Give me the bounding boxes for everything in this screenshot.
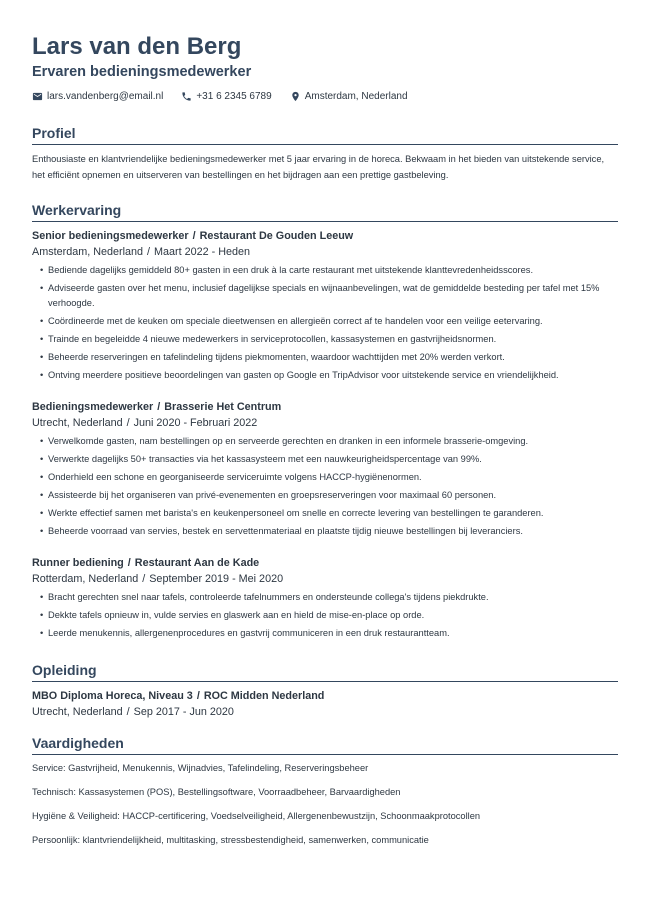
profile-heading: Profiel xyxy=(32,124,618,145)
education-period: Sep 2017 - Jun 2020 xyxy=(133,706,234,718)
job-role: Senior bedieningsmedewerker xyxy=(32,230,189,242)
job-location: Amsterdam, Nederland xyxy=(32,246,144,258)
job-bullet: • Ontving meerdere positieve beoordelingen van gasten op Google en TripAdvisor voor uitstekende service en vriendelijkheid. xyxy=(32,368,618,383)
job-period: September 2019 - Mei 2020 xyxy=(149,573,284,585)
skill-line: Service: Gastvrijheid, Menukennis, Wijnadvies, Tafelindeling, Reserveringsbeheer xyxy=(32,763,369,773)
skill-line: Persoonlijk: klantvriendelijkheid, multitasking, stressbestendigheid, samenwerken, communicatie xyxy=(32,835,429,845)
skills-section xyxy=(32,734,618,848)
candidate-name: Lars van den Berg xyxy=(32,33,242,60)
education-location: Utrecht, Nederland xyxy=(32,706,123,718)
job-bullet: • Leerde menukennis, allergenenprocedures en gastvrij communiceren in een druk restaurantteam. xyxy=(48,626,618,641)
contact-bar xyxy=(32,91,618,102)
job-header: Bedieningsmedewerker / Brasserie Het Centrum xyxy=(32,401,282,413)
job-bullet: • Bracht gerechten snel naar tafels, controleerde tafelnummers en ondersteunde collega's tijdens piekdrukte. xyxy=(48,590,618,605)
location-text: Amsterdam, Nederland xyxy=(304,91,408,102)
job-bullets xyxy=(32,590,618,641)
candidate-title: Ervaren bedieningsmedewerker xyxy=(32,64,252,80)
email-icon xyxy=(32,91,43,102)
job-meta: Amsterdam, Nederland / Maart 2022 - Heden xyxy=(32,246,251,258)
job-bullet: • Adviseerde gasten over het menu, inclusief dagelijkse specials en wijnaanbevelingen, wat de gemiddelde besteding per tafel met 15% verhoogde. xyxy=(32,281,618,311)
job-bullet: • Werkte effectief samen met barista's en keukenpersoneel om snelle en correcte levering van bestellingen te garanderen. xyxy=(48,506,618,521)
education-school: ROC Midden Nederland xyxy=(203,690,325,702)
job-company: Brasserie Het Centrum xyxy=(164,401,282,413)
phone-icon xyxy=(181,91,192,102)
contact-email[interactable] xyxy=(32,91,163,102)
profile-section xyxy=(32,124,618,183)
phone-text: +31 6 2345 6789 xyxy=(196,91,272,102)
job-bullet: • Trainde en begeleidde 4 nieuwe medewerkers in serviceprotocollen, kassasystemen en gastvrijheidsnormen. xyxy=(48,332,618,347)
job-period: Juni 2020 - Februari 2022 xyxy=(133,417,258,429)
education-section xyxy=(32,661,618,720)
location-pin-icon xyxy=(290,91,301,102)
education-heading: Opleiding xyxy=(32,661,618,682)
job-bullet: • Assisteerde bij het organiseren van privé-evenementen en groepsreserveringen voor maximaal 60 personen. xyxy=(48,488,618,503)
profile-text: Enthousiaste en klantvriendelijke bedieningsmedewerker met 5 jaar ervaring in de horeca. Bekwaam in het bieden van uitstekende service, het efficiënt opnemen en uitserveren van bestellingen en het bijdragen aan een prettige gastbeleving. xyxy=(32,154,605,180)
skill-line: Technisch: Kassasystemen (POS), Bestellingsoftware, Voorraadbeheer, Barvaardigheden xyxy=(32,787,401,797)
education-degree: MBO Diploma Horeca, Niveau 3 xyxy=(32,690,193,702)
education-header: MBO Diploma Horeca, Niveau 3 / ROC Midden Nederland xyxy=(32,690,325,702)
skills-heading: Vaardigheden xyxy=(32,734,618,755)
contact-location xyxy=(290,91,408,102)
job-location: Utrecht, Nederland xyxy=(32,417,123,429)
job-bullet: • Coördineerde met de keuken om speciale dieetwensen en allergieën correct af te handelen voor een veilige eetervaring. xyxy=(48,314,618,329)
email-text: lars.vandenberg@email.nl xyxy=(47,91,164,102)
education-meta: Utrecht, Nederland / Sep 2017 - Jun 2020 xyxy=(32,706,234,718)
job-bullets xyxy=(32,263,618,383)
job-bullet: • Beheerde voorraad van servies, bestek en servettenmateriaal en plaatste tijdig nieuwe bestellingen bij leveranciers. xyxy=(48,524,618,539)
job-company: Restaurant Aan de Kade xyxy=(134,557,260,569)
job-bullet: • Verwerkte dagelijks 50+ transacties via het kassasysteem met een nauwkeurigheidspercentage van 99%. xyxy=(48,452,618,467)
job-bullet: • Beheerde reserveringen en tafelindeling tijdens piekmomenten, waardoor wachttijden met 20% werden verkort. xyxy=(48,350,618,365)
job-entry xyxy=(32,555,618,641)
job-company: Restaurant De Gouden Leeuw xyxy=(199,230,354,242)
experience-section xyxy=(32,201,618,641)
job-role: Runner bediening xyxy=(32,557,124,569)
job-meta: Utrecht, Nederland / Juni 2020 - Februari 2022 xyxy=(32,417,258,429)
job-bullet: • Onderhield een schone en georganiseerde serviceruimte volgens HACCP-hygiënenormen. xyxy=(48,470,618,485)
job-header: Senior bedieningsmedewerker / Restaurant De Gouden Leeuw xyxy=(32,230,354,242)
experience-heading: Werkervaring xyxy=(32,201,618,222)
contact-phone[interactable] xyxy=(181,91,271,102)
skill-line: Hygiëne & Veiligheid: HACCP-certificering, Voedselveiligheid, Allergenenbewustzijn, Schoonmaakprotocollen xyxy=(32,811,481,821)
job-bullet: • Dekkte tafels opnieuw in, vulde servies en glaswerk aan en hield de mise-en-place op orde. xyxy=(48,608,618,623)
job-period: Maart 2022 - Heden xyxy=(154,246,251,258)
job-header: Runner bediening / Restaurant Aan de Kade xyxy=(32,557,260,569)
job-location: Rotterdam, Nederland xyxy=(32,573,139,585)
job-bullet: • Verwelkomde gasten, nam bestellingen op en serveerde gerechten en dranken in een informele brasserie-omgeving. xyxy=(48,434,618,449)
job-entry xyxy=(32,228,618,383)
job-bullet: • Bediende dagelijks gemiddeld 80+ gasten in een druk à la carte restaurant met uitstekende klanttevredenheidsscores. xyxy=(48,263,618,278)
job-entry xyxy=(32,399,618,539)
job-meta: Rotterdam, Nederland / September 2019 - Mei 2020 xyxy=(32,573,284,585)
job-bullets xyxy=(32,434,618,539)
job-role: Bedieningsmedewerker xyxy=(32,401,154,413)
